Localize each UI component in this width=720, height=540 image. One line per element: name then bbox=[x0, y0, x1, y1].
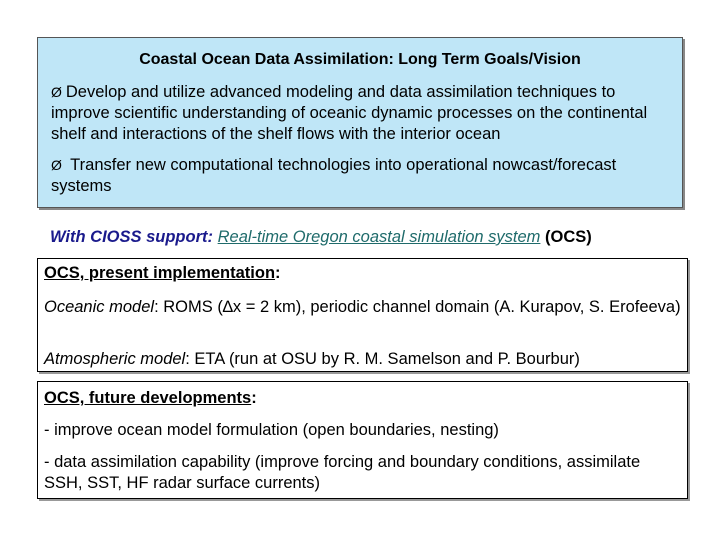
goals-box bbox=[37, 37, 683, 208]
goal-bullet-2 bbox=[51, 155, 674, 197]
support-tail: (OCS) bbox=[545, 228, 592, 246]
ocs-link[interactable]: Real-time Oregon coastal simulation system bbox=[217, 228, 541, 246]
oceanic-model-row bbox=[44, 297, 681, 318]
future-developments-box bbox=[37, 381, 688, 499]
arrow-bullet-icon: Ø bbox=[51, 157, 62, 173]
atmospheric-model-row bbox=[44, 349, 681, 370]
goal-bullet-text: Transfer new computational technologies into operational nowcast/forecast systems bbox=[51, 156, 617, 195]
goal-bullet-1 bbox=[51, 82, 674, 145]
arrow-bullet-icon: Ø bbox=[51, 84, 62, 100]
atmospheric-model-label: Atmospheric model bbox=[44, 350, 186, 368]
future-item: - improve ocean model formulation (open boundaries, nesting) bbox=[44, 421, 499, 439]
present-heading bbox=[44, 263, 681, 284]
support-line bbox=[50, 228, 592, 247]
oceanic-model-text: : ROMS (∆x = 2 km), periodic channel domain (A. Kurapov, S. Erofeeva) bbox=[154, 298, 681, 316]
future-heading-colon: : bbox=[251, 389, 257, 407]
oceanic-model-label: Oceanic model bbox=[44, 298, 155, 316]
future-heading bbox=[44, 388, 681, 409]
atmospheric-model-text: : ETA (run at OSU by R. M. Samelson and P. Bourbur) bbox=[185, 350, 580, 368]
goal-bullet-text: Develop and utilize advanced modeling and data assimilation techniques to improve scientific understanding of oceanic dynamic processes on the continental shelf and interactions of the shelf flows with the interior ocean bbox=[51, 83, 648, 143]
present-implementation-box bbox=[37, 258, 688, 372]
future-heading-text: OCS, future developments bbox=[44, 389, 252, 407]
future-item: - data assimilation capability (improve forcing and boundary conditions, assimilate SSH, SST, HF radar surface currents) bbox=[44, 453, 641, 492]
support-lead: With CIOSS support: bbox=[50, 228, 214, 246]
goals-title: Coastal Ocean Data Assimilation: Long Term Goals/Vision bbox=[139, 51, 581, 68]
present-heading-colon: : bbox=[275, 264, 281, 282]
present-heading-text: OCS, present implementation bbox=[44, 264, 276, 282]
